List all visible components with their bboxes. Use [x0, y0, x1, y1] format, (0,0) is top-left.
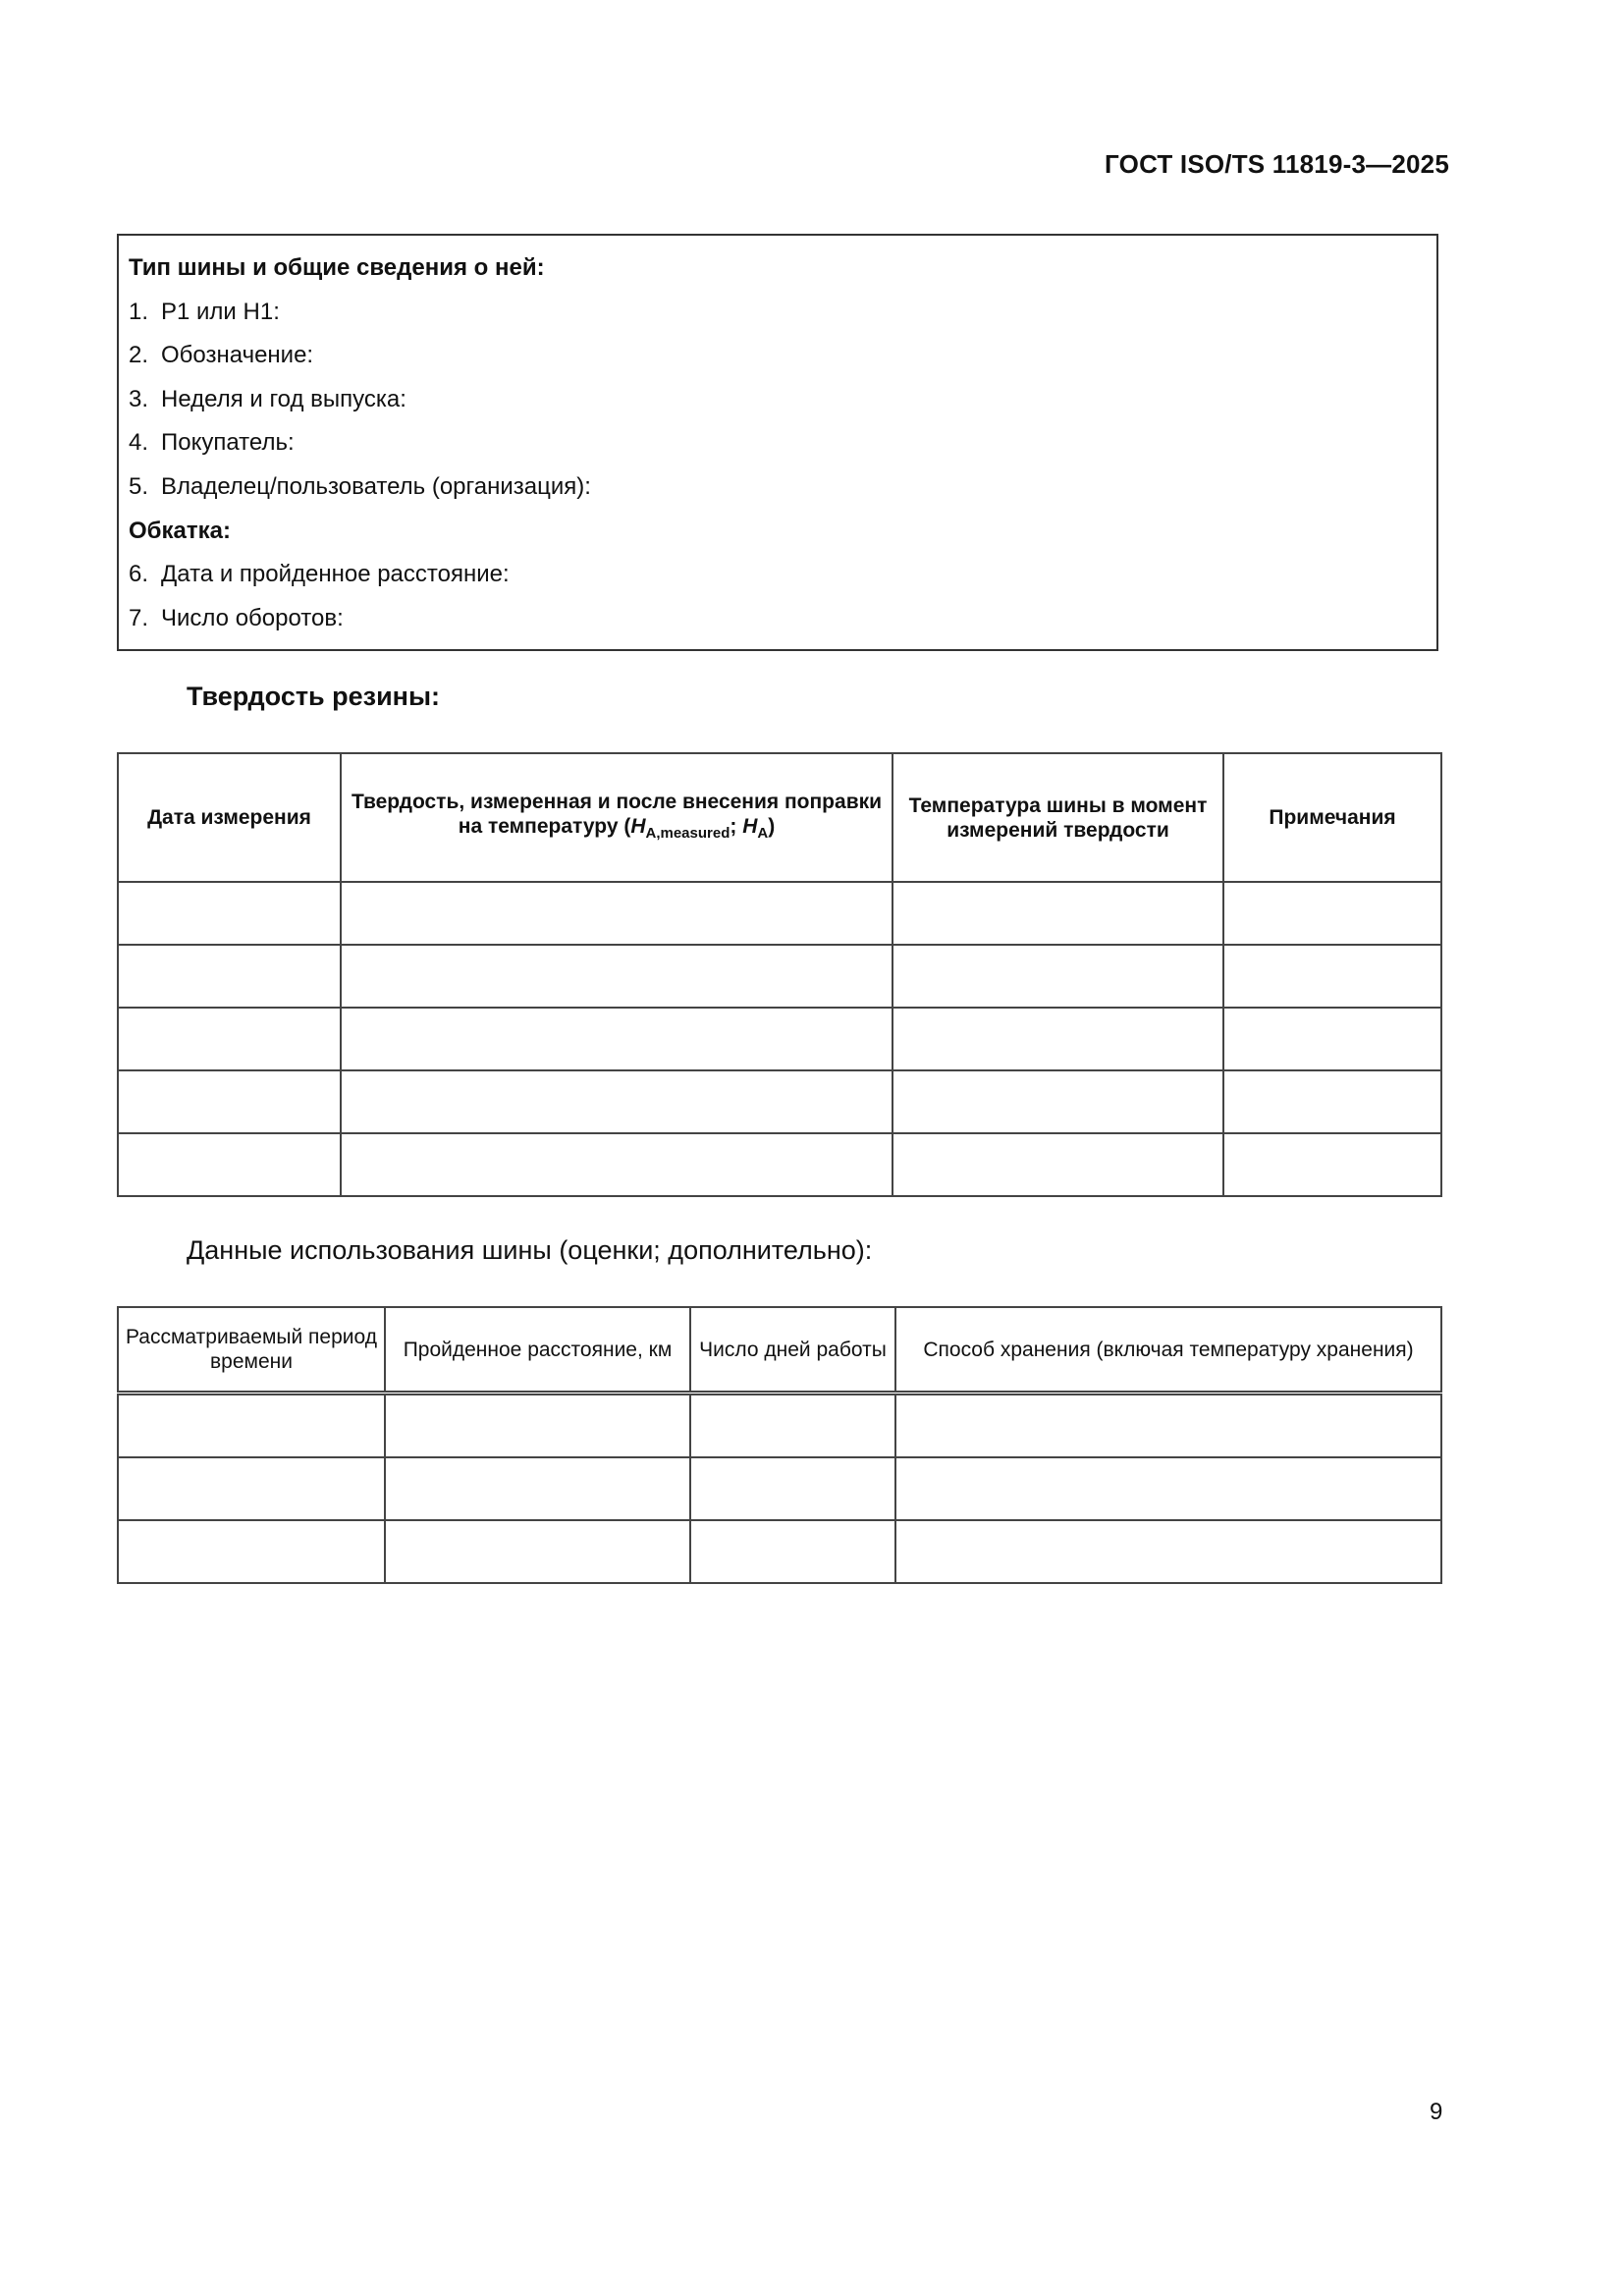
item-text: P1 или H1:: [161, 298, 280, 325]
item-number: 7.: [129, 604, 149, 631]
table-cell[interactable]: [895, 1457, 1441, 1520]
table-cell[interactable]: [893, 1133, 1223, 1196]
col-time-period: Рассматриваемый период времени: [118, 1307, 385, 1394]
item-number: 6.: [129, 561, 149, 588]
table-cell[interactable]: [895, 1394, 1441, 1458]
table-cell[interactable]: [118, 945, 341, 1008]
table-cell[interactable]: [1223, 945, 1441, 1008]
item-text: Неделя и год выпуска:: [161, 385, 406, 412]
item-text: Число оборотов:: [161, 604, 344, 631]
table-row: [118, 1394, 1441, 1458]
hardness-subscript: A,measured: [645, 825, 730, 842]
col-notes: Примечания: [1223, 753, 1441, 882]
table-cell[interactable]: [385, 1394, 690, 1458]
table-cell[interactable]: [690, 1520, 895, 1583]
col-tire-temperature: Температура шины в момент измерений твердости: [893, 753, 1223, 882]
hardness-symbol: H: [630, 815, 646, 838]
table-cell[interactable]: [895, 1520, 1441, 1583]
table-cell[interactable]: [385, 1457, 690, 1520]
table-cell[interactable]: [1223, 1133, 1441, 1196]
info-item: [129, 560, 1427, 604]
table-cell[interactable]: [341, 1008, 893, 1070]
table-cell[interactable]: [1223, 882, 1441, 945]
item-text: Покупатель:: [161, 429, 295, 457]
table-cell[interactable]: [893, 1070, 1223, 1133]
hardness-table: [117, 752, 1442, 1197]
info-item: [129, 385, 1427, 429]
item-number: 3.: [129, 385, 149, 412]
table-row: [118, 1520, 1441, 1583]
table-cell[interactable]: [341, 882, 893, 945]
table-cell[interactable]: [893, 1008, 1223, 1070]
table-cell[interactable]: [341, 945, 893, 1008]
separator: ;: [730, 815, 743, 838]
info-item: [129, 428, 1427, 472]
item-text: Обозначение:: [161, 342, 314, 369]
table-row: [118, 1008, 1441, 1070]
col-storage-method: Способ хранения (включая температуру хранения): [895, 1307, 1441, 1394]
table-cell[interactable]: [1223, 1008, 1441, 1070]
info-item: [129, 472, 1427, 517]
hardness-symbol: H: [742, 815, 758, 838]
tire-info-heading: Тип шины и общие сведения о ней:: [129, 254, 545, 281]
break-in-heading: Обкатка:: [129, 517, 231, 544]
closing-paren: ): [768, 815, 776, 838]
hardness-col-text: Твердость, измеренная и после внесения поправки на температуру (: [351, 791, 883, 838]
table-cell[interactable]: [893, 882, 1223, 945]
table-cell[interactable]: [341, 1070, 893, 1133]
table-cell[interactable]: [341, 1133, 893, 1196]
document-code: ГОСТ ISO/TS 11819-3—2025: [1105, 149, 1449, 179]
col-distance: Пройденное расстояние, км: [385, 1307, 690, 1394]
item-number: 1.: [129, 298, 149, 325]
item-number: 4.: [129, 429, 149, 457]
table-cell[interactable]: [118, 1008, 341, 1070]
item-text: Дата и пройденное расстояние:: [161, 561, 510, 588]
table-row: [118, 1133, 1441, 1196]
table-cell[interactable]: [385, 1520, 690, 1583]
hardness-subscript: A: [757, 825, 769, 842]
col-hardness: [341, 753, 893, 882]
info-item: [129, 341, 1427, 385]
table-header-row: [118, 753, 1441, 882]
col-working-days: Число дней работы: [690, 1307, 895, 1394]
info-item: [129, 604, 1427, 648]
table-row: [118, 945, 1441, 1008]
table-cell[interactable]: [1223, 1070, 1441, 1133]
usage-table: [117, 1306, 1442, 1584]
table-header-row: [118, 1307, 1441, 1394]
info-item: [129, 298, 1427, 342]
table-cell[interactable]: [893, 945, 1223, 1008]
table-row: [118, 882, 1441, 945]
item-text: Владелец/пользователь (организация):: [161, 472, 591, 500]
item-number: 2.: [129, 342, 149, 369]
table-cell[interactable]: [118, 1457, 385, 1520]
table-cell[interactable]: [118, 1520, 385, 1583]
page-number: 9: [1430, 2099, 1443, 2125]
table-cell[interactable]: [690, 1394, 895, 1458]
table-cell[interactable]: [690, 1457, 895, 1520]
table-cell[interactable]: [118, 1394, 385, 1458]
hardness-section-title: Твердость резины:: [187, 682, 441, 711]
table-cell[interactable]: [118, 1133, 341, 1196]
tire-info-box: [117, 234, 1438, 651]
table-row: [118, 1457, 1441, 1520]
table-row: [118, 1070, 1441, 1133]
usage-section-title: Данные использования шины (оценки; дополнительно):: [187, 1235, 873, 1265]
table-cell[interactable]: [118, 1070, 341, 1133]
item-number: 5.: [129, 472, 149, 500]
col-measurement-date: Дата измерения: [118, 753, 341, 882]
table-cell[interactable]: [118, 882, 341, 945]
